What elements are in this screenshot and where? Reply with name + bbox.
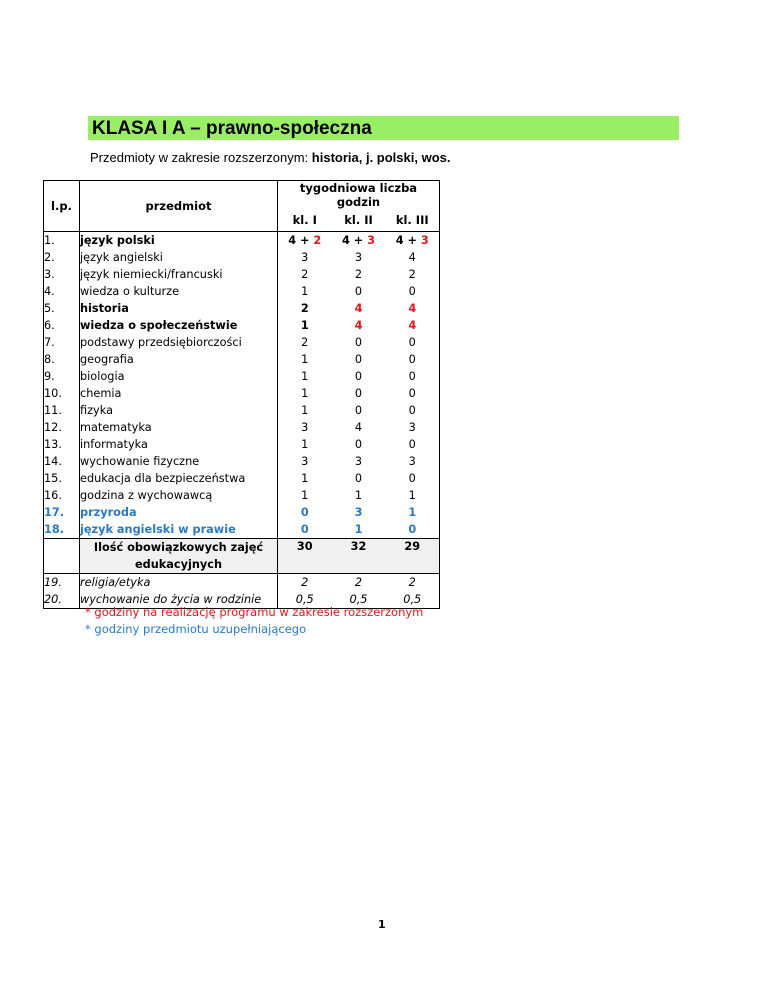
total-label-line2: edukacyjnych <box>134 558 222 571</box>
table-row <box>44 266 440 283</box>
row-value-3: 4 <box>386 317 440 334</box>
row-lp: 1. <box>44 232 80 250</box>
row-value-3: 0 <box>386 368 440 385</box>
row-value-2: 0 <box>354 472 363 485</box>
header-col-2: kl. II <box>332 209 386 232</box>
note-supplementary: * godziny przedmiotu uzupełniającego <box>85 622 307 636</box>
table-row <box>44 436 440 453</box>
value-extended: 3 <box>367 234 376 247</box>
row-value-1: 1 <box>301 353 309 366</box>
row-subject: wychowanie fizyczne <box>80 453 278 470</box>
row-value-1: 2 <box>278 574 332 592</box>
page-number: 1 <box>378 918 386 931</box>
row-value-3: 0 <box>386 283 440 300</box>
row-value-1: 0 <box>300 506 309 519</box>
row-subject: fizyka <box>80 402 278 419</box>
row-subject: chemia <box>80 385 278 402</box>
row-value-3: 0 <box>386 436 440 453</box>
table-row <box>44 521 440 539</box>
total-label <box>80 539 278 574</box>
row-value-2: 4 <box>354 421 363 434</box>
row-value-3: 0 <box>386 470 440 487</box>
title-banner <box>88 116 679 140</box>
row-lp: 11. <box>44 402 80 419</box>
row-subject: wychowanie do życia w rodzinie <box>80 591 278 609</box>
total-value-3: 29 <box>386 539 440 574</box>
row-value-1: 2 <box>300 302 309 315</box>
row-value-3: 3 <box>386 419 440 436</box>
row-lp: 8. <box>44 351 80 368</box>
table-row <box>44 504 440 521</box>
row-value-2: 0 <box>354 353 363 366</box>
table-row <box>44 368 440 385</box>
row-value-2: 3 <box>354 455 363 468</box>
table-row <box>44 300 440 317</box>
row-value-2: 1 <box>354 489 363 502</box>
table-row <box>44 402 440 419</box>
row-value-2: 0 <box>354 404 363 417</box>
table-row <box>44 470 440 487</box>
value-base: 4 + <box>395 234 421 247</box>
table-row <box>44 453 440 470</box>
row-lp: 20. <box>44 591 80 609</box>
header-subject: przedmiot <box>80 181 278 232</box>
notes <box>85 604 423 638</box>
table-row <box>44 283 440 300</box>
header-weekly: tygodniowa liczba godzin <box>278 181 440 210</box>
total-row <box>44 539 440 574</box>
value-base: 4 + <box>341 234 368 247</box>
row-value-1: 1 <box>301 387 309 400</box>
row-value-1: 1 <box>300 319 309 332</box>
row-subject: język niemiecki/francuski <box>80 266 278 283</box>
row-lp: 13. <box>44 436 80 453</box>
value-base: 4 + <box>288 234 314 247</box>
page-title: KLASA I A – prawno-społeczna <box>92 118 372 139</box>
header-lp: l.p. <box>44 181 80 232</box>
row-value-1: 3 <box>301 251 309 264</box>
row-value-3: 4 <box>386 249 440 266</box>
row-value-2: 2 <box>332 574 386 592</box>
row-value-1: 1 <box>301 370 309 383</box>
row-value-1 <box>278 232 332 250</box>
row-value-1: 3 <box>301 455 309 468</box>
row-value-3: 2 <box>386 266 440 283</box>
row-lp: 18. <box>44 521 80 539</box>
table-row <box>44 385 440 402</box>
row-lp: 17. <box>44 504 80 521</box>
row-value-3: 0 <box>386 521 440 539</box>
row-value-1: 1 <box>301 489 309 502</box>
total-lp <box>44 539 80 574</box>
row-lp: 3. <box>44 266 80 283</box>
row-subject: język polski <box>80 232 278 250</box>
row-subject: godzina z wychowawcą <box>80 487 278 504</box>
extra-row <box>44 574 440 592</box>
schedule-table <box>43 180 440 609</box>
row-value-2: 4 <box>354 319 363 332</box>
table-row <box>44 487 440 504</box>
row-subject: historia <box>80 300 278 317</box>
row-value-2: 4 <box>354 302 363 315</box>
row-subject: informatyka <box>80 436 278 453</box>
row-lp: 19. <box>44 574 80 592</box>
row-lp: 7. <box>44 334 80 351</box>
row-lp: 10. <box>44 385 80 402</box>
row-lp: 9. <box>44 368 80 385</box>
total-value-2: 32 <box>332 539 386 574</box>
row-value-3: 1 <box>386 504 440 521</box>
row-lp: 14. <box>44 453 80 470</box>
row-value-2: 0 <box>354 438 363 451</box>
row-value-3: 0 <box>386 351 440 368</box>
row-subject: wiedza o społeczeństwie <box>80 317 278 334</box>
row-value-2: 3 <box>354 251 363 264</box>
row-value-3: 0 <box>386 402 440 419</box>
row-lp: 12. <box>44 419 80 436</box>
row-value-3: 0,5 <box>386 591 440 609</box>
header-col-1: kl. I <box>278 209 332 232</box>
note-extended: * godziny na realizację programu w zakresie rozszerzonym <box>85 605 424 619</box>
row-value-3: 4 <box>386 300 440 317</box>
row-value-1: 3 <box>301 421 309 434</box>
row-value-3 <box>386 232 440 250</box>
row-value-2: 0 <box>354 336 363 349</box>
row-value-3: 2 <box>386 574 440 592</box>
row-subject: podstawy przedsiębiorczości <box>80 334 278 351</box>
subtitle-subjects: historia, j. polski, wos. <box>311 150 451 165</box>
row-lp: 16. <box>44 487 80 504</box>
row-subject: język angielski w prawie <box>80 521 278 539</box>
subtitle-prefix: Przedmioty w zakresie rozszerzonym: <box>90 150 312 165</box>
row-value-2: 0 <box>354 370 363 383</box>
table-body <box>44 232 440 609</box>
row-value-3: 0 <box>386 334 440 351</box>
table-row <box>44 249 440 266</box>
row-value-1: 1 <box>301 438 309 451</box>
table-row <box>44 317 440 334</box>
row-lp: 2. <box>44 249 80 266</box>
row-subject: religia/etyka <box>80 574 278 592</box>
value-extended: 2 <box>313 234 322 247</box>
value-extended: 3 <box>420 234 429 247</box>
row-lp: 5. <box>44 300 80 317</box>
row-value-2: 0 <box>354 285 363 298</box>
table-row <box>44 351 440 368</box>
row-subject: biologia <box>80 368 278 385</box>
total-value-1: 30 <box>278 539 332 574</box>
row-value-2: 3 <box>354 506 363 519</box>
row-subject: edukacja dla bezpieczeństwa <box>80 470 278 487</box>
row-subject: język angielski <box>80 249 278 266</box>
row-value-3: 0 <box>386 385 440 402</box>
row-value-1: 2 <box>301 268 309 281</box>
row-value-1: 0 <box>300 523 309 536</box>
row-subject: geografia <box>80 351 278 368</box>
row-lp: 4. <box>44 283 80 300</box>
table-row <box>44 419 440 436</box>
row-value-1: 2 <box>301 336 309 349</box>
row-value-2: 1 <box>354 523 363 536</box>
table-row <box>44 232 440 250</box>
row-lp: 6. <box>44 317 80 334</box>
total-label-line1: Ilość obowiązkowych zajęć <box>93 541 264 554</box>
row-subject: wiedza o kulturze <box>80 283 278 300</box>
row-value-1: 1 <box>301 472 309 485</box>
row-value-1: 0,5 <box>278 591 332 609</box>
row-value-1: 1 <box>301 285 309 298</box>
table-row <box>44 334 440 351</box>
row-value-3: 1 <box>386 487 440 504</box>
header-col-3: kl. III <box>386 209 440 232</box>
row-value-2: 0 <box>354 387 363 400</box>
row-value-1: 1 <box>301 404 309 417</box>
row-lp: 15. <box>44 470 80 487</box>
row-value-2 <box>332 232 386 250</box>
row-value-2: 2 <box>354 268 363 281</box>
row-subject: matematyka <box>80 419 278 436</box>
row-value-3: 3 <box>386 453 440 470</box>
subtitle <box>90 150 450 165</box>
row-subject: przyroda <box>80 504 278 521</box>
row-value-2: 0,5 <box>332 591 386 609</box>
